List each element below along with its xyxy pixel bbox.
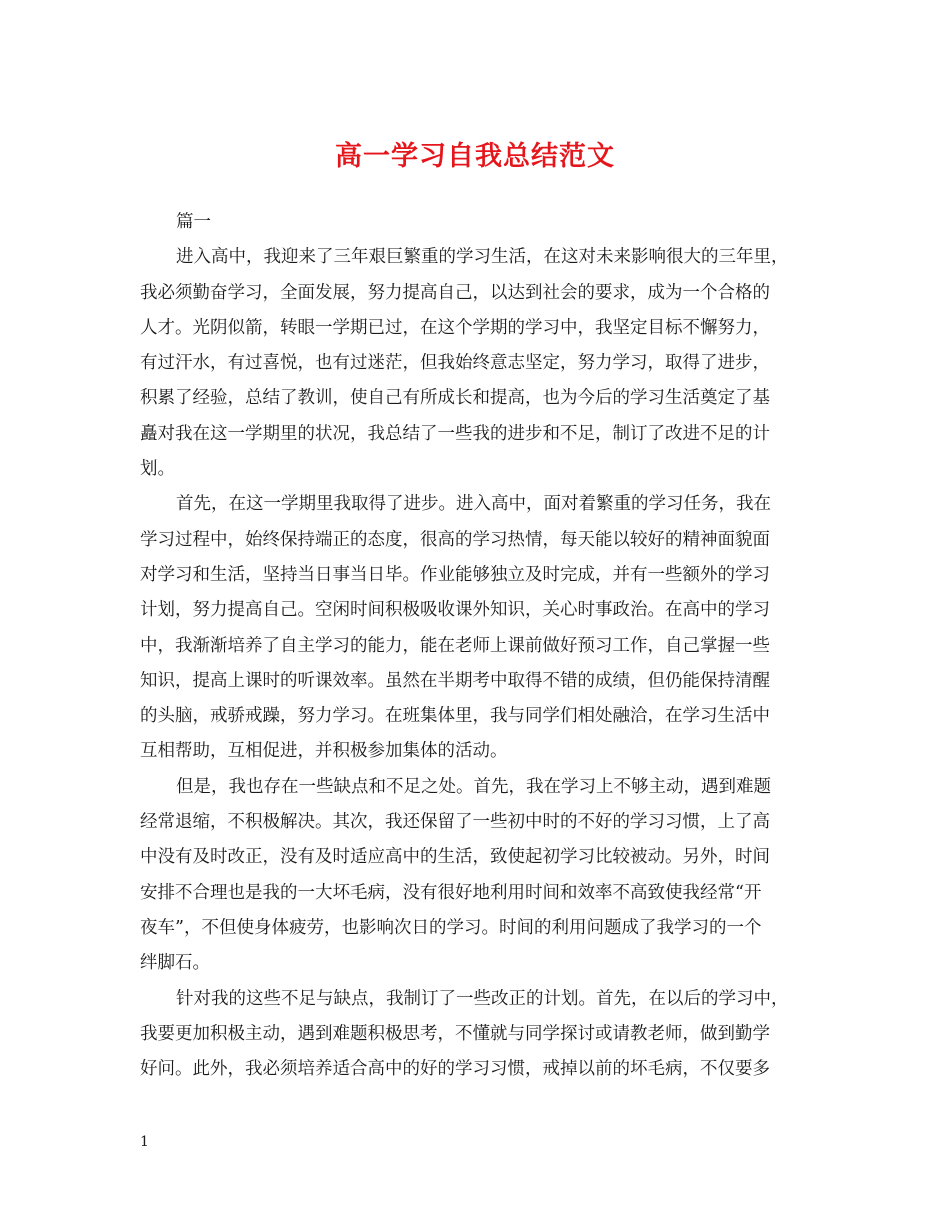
paragraph-line: 绊脚石。: [140, 953, 210, 974]
paragraph-line: 的头脑，戒骄戒躁，努力学习。在班集体里，我与同学们相处融洽，在学习生活中: [140, 706, 770, 727]
paragraph-line: 学习过程中，始终保持端正的态度，很高的学习热情，每天能以较好的精神面貌面: [140, 529, 770, 550]
paragraph-line: 互相帮助，互相促进，并积极参加集体的活动。: [140, 741, 508, 762]
paragraph-line: 但是，我也存在一些缺点和不足之处。首先，我在学习上不够主动，遇到难题: [176, 776, 771, 797]
paragraph-line: 针对我的这些不足与缺点，我制订了一些改正的计划。首先，在以后的学习中，: [176, 988, 789, 1009]
paragraph-line: 我必须勤奋学习，全面发展，努力提高自己，以达到社会的要求，成为一个合格的: [140, 282, 770, 303]
paragraph-line: 中，我渐渐培养了自主学习的能力，能在老师上课前做好预习工作，自己掌握一些: [140, 635, 770, 656]
paragraph-line: 首先，在这一学期里我取得了进步。进入高中，面对着繁重的学习任务，我在: [176, 494, 771, 515]
paragraph-line: 夜车”，不但使身体疲劳，也影响次日的学习。时间的利用问题成了我学习的一个: [140, 917, 762, 938]
paragraph-line: 安排不合理也是我的一大坏毛病，没有很好地利用时间和效率不高致使我经常“开: [140, 882, 762, 903]
paragraph-line: 对学习和生活，坚持当日事当日毕。作业能够独立及时完成，并有一些额外的学习: [140, 564, 770, 585]
paragraph-line: 积累了经验，总结了教训，使自己有所成长和提高，也为今后的学习生活奠定了基: [140, 388, 770, 409]
paragraph-line: 我要更加积极主动，遇到难题积极思考，不懂就与同学探讨或请教老师，做到勤学: [140, 1023, 770, 1044]
paragraph-line: 经常退缩，不积极解决。其次，我还保留了一些初中时的不好的学习习惯，上了高: [140, 812, 770, 833]
section-label: 篇一: [176, 212, 211, 232]
document-body: [140, 205, 820, 1087]
page-number: 1: [140, 1134, 149, 1150]
paragraph-line: 划。: [140, 459, 175, 480]
paragraph-line: 好问。此外，我必须培养适合高中的好的学习习惯，戒掉以前的坏毛病，不仅要多: [140, 1059, 770, 1080]
paragraph-line: 人才。光阴似箭，转眼一学期已过，在这个学期的学习中，我坚定目标不懈努力，: [140, 317, 770, 338]
paragraph-line: 矗对我在这一学期里的状况，我总结了一些我的进步和不足，制订了改进不足的计: [140, 423, 770, 444]
paragraph-line: 中没有及时改正，没有及时适应高中的生活，致使起初学习比较被动。另外，时间: [140, 847, 770, 868]
paragraph-line: 知识，提高上课时的听课效率。虽然在半期考中取得不错的成绩，但仍能保持清醒: [140, 670, 770, 691]
paragraph-line: 计划，努力提高自己。空闲时间积极吸收课外知识，关心时事政治。在高中的学习: [140, 600, 770, 621]
paragraph-line: 进入高中，我迎来了三年艰巨繁重的学习生活，在这对未来影响很大的三年里，: [176, 247, 789, 268]
document-title: 高一学习自我总结范文: [335, 141, 615, 172]
paragraph-line: 有过汗水，有过喜悦，也有过迷茫，但我始终意志坚定，努力学习，取得了进步，: [140, 353, 770, 374]
